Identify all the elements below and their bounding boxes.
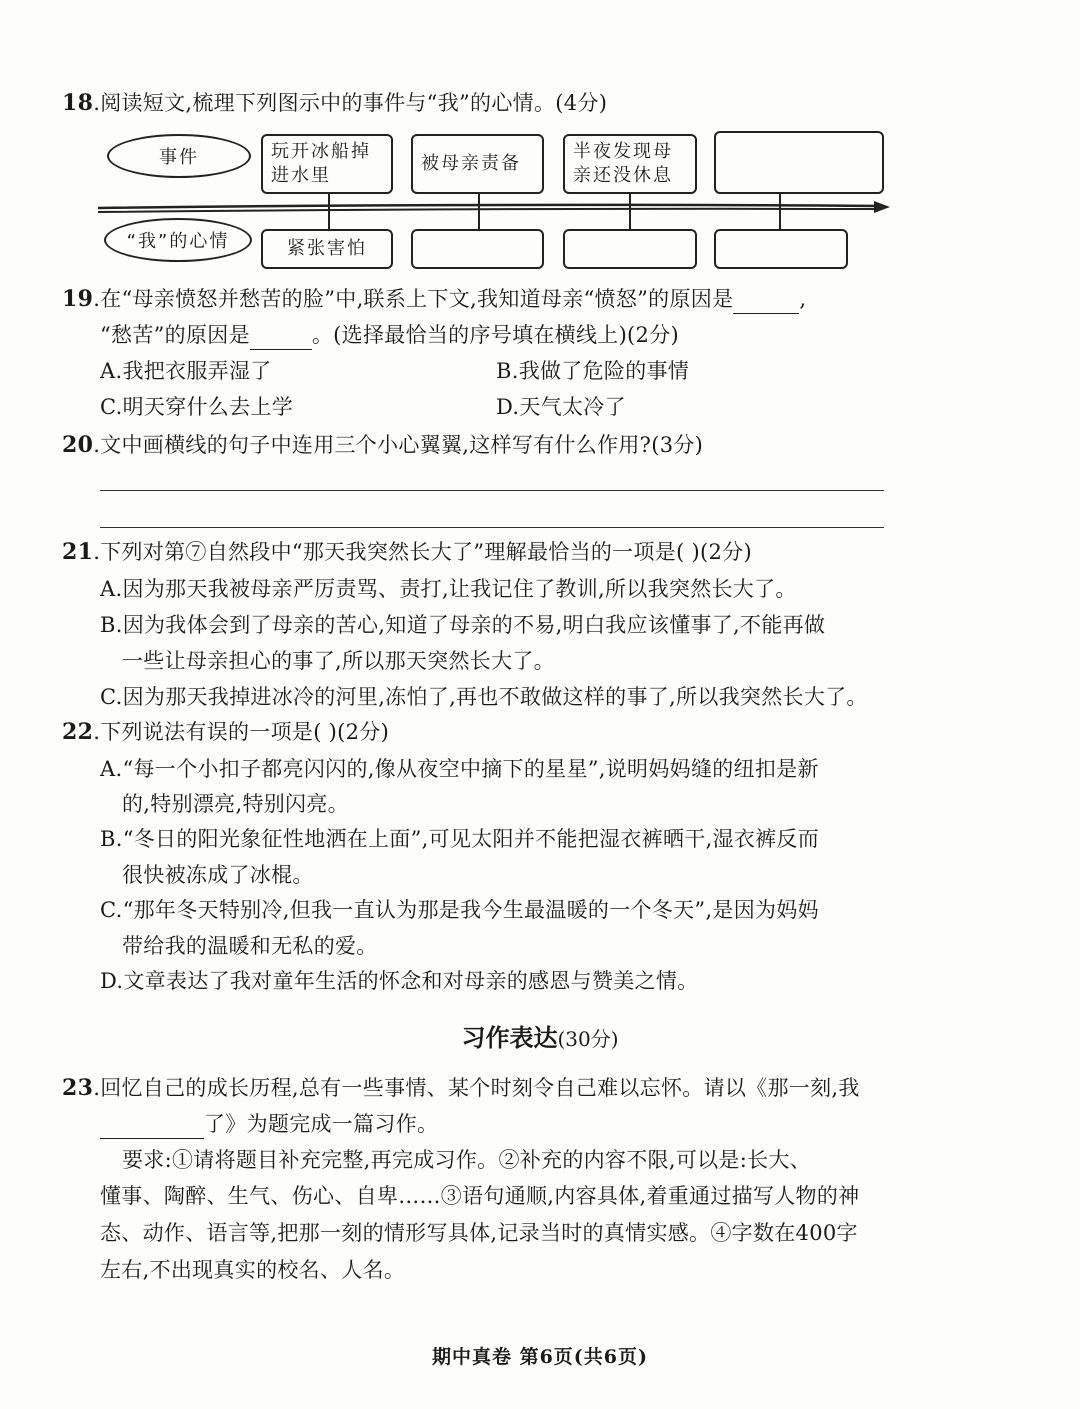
connector-line xyxy=(478,192,480,232)
mood-box-3-blank[interactable] xyxy=(563,229,697,269)
q21-option-b: B.因为我体会到了母亲的苦心,知道了母亲的不易,明白我应该懂事了,不能再做 xyxy=(100,613,826,637)
q23-title-blank[interactable] xyxy=(100,1116,204,1139)
q22-text: .下列说法有误的一项是( )(2分) xyxy=(93,720,390,744)
q21-option-a: A.因为那天我被母亲严厉责骂、责打,让我记住了教训,所以我突然长大了。 xyxy=(100,577,797,601)
connector-line xyxy=(629,192,631,232)
q23-req-3: 态、动作、语言等,把那一刻的情形写具体,记录当时的真情实感。④字数在400字 xyxy=(100,1221,858,1245)
section-title xyxy=(0,1018,1080,1053)
q21-option-c: C.因为那天我掉进冰冷的河里,冻怕了,再也不敢做这样的事了,所以我突然长大了。 xyxy=(100,685,868,709)
question-number: 22 xyxy=(62,719,94,745)
connector-line xyxy=(779,192,781,232)
connector-line xyxy=(328,192,330,232)
question-number: 20 xyxy=(62,432,94,458)
q21-option-b-cont: 一些让母亲担心的事了,所以那天突然长大了。 xyxy=(122,649,555,673)
q20-prompt xyxy=(62,430,703,460)
q22-option-b-cont: 很快被冻成了冰棍。 xyxy=(122,863,314,887)
q21-text: .下列对第⑦自然段中“那天我突然长大了”理解最恰当的一项是( )(2分) xyxy=(93,540,752,564)
q22-option-b: B.“冬日的阳光象征性地洒在上面”,可见太阳并不能把湿衣裤晒干,湿衣裤反而 xyxy=(100,827,820,851)
q19-option-b: B.我做了危险的事情 xyxy=(496,359,690,383)
arrow-head-icon xyxy=(874,201,890,213)
q18-text: .阅读短文,梳理下列图示中的事件与“我”的心情。(4分) xyxy=(93,91,608,115)
q18-prompt xyxy=(62,88,607,118)
event-box-2: 被母亲责备 xyxy=(411,134,544,194)
q23-req-2: 懂事、陶醉、生气、伤心、自卑……③语句通顺,内容具体,着重通过描写人物的神 xyxy=(100,1184,860,1208)
q19-prompt xyxy=(62,284,806,314)
q19-line2-start: “愁苦”的原因是 xyxy=(100,323,250,347)
q23-line2 xyxy=(100,1109,438,1139)
section-points: (30分) xyxy=(557,1027,619,1051)
q20-text: .文中画横线的句子中连用三个小心翼翼,这样写有什么作用?(3分) xyxy=(93,433,704,457)
mood-box-4-blank[interactable] xyxy=(714,229,848,269)
q19-blank-2[interactable] xyxy=(250,327,312,350)
mood-label-ellipse: “我”的心情 xyxy=(104,218,252,262)
q20-answer-line-1[interactable] xyxy=(100,490,884,491)
question-number: 23 xyxy=(62,1075,94,1101)
q22-prompt xyxy=(62,717,389,747)
section-title-text: 习作表达 xyxy=(461,1023,558,1052)
event-box-3: 半夜发现母亲还没休息 xyxy=(563,134,697,194)
q22-option-a: A.“每一个小扣子都亮闪闪的,像从夜空中摘下的星星”,说明妈妈缝的纽扣是新 xyxy=(100,757,819,781)
event-box-1: 玩开冰船掉进水里 xyxy=(261,134,393,194)
q23-req-4: 左右,不出现真实的校名、人名。 xyxy=(100,1258,406,1282)
mood-box-2-blank[interactable] xyxy=(411,229,544,269)
q19-option-a: A.我把衣服弄湿了 xyxy=(100,359,272,383)
q23-line2-text: 了》为题完成一篇习作。 xyxy=(204,1112,439,1136)
q19-comma: , xyxy=(799,287,807,311)
q21-prompt xyxy=(62,537,752,567)
q22-option-c: C.“那年冬天特别冷,但我一直认为那是我今生最温暖的一个冬天”,是因为妈妈 xyxy=(100,898,819,922)
q19-option-c: C.明天穿什么去上学 xyxy=(100,395,293,419)
question-number: 19 xyxy=(62,286,94,312)
q19-blank-1[interactable] xyxy=(733,291,799,314)
event-box-4-blank[interactable] xyxy=(714,131,884,194)
q22-option-c-cont: 带给我的温暖和无私的爱。 xyxy=(122,934,378,958)
q23-text: .回忆自己的成长历程,总有一些事情、某个时刻令自己难以忘怀。请以《那一刻,我 xyxy=(93,1076,860,1100)
question-number: 21 xyxy=(62,539,94,565)
q22-option-a-cont: 的,特别漂亮,特别闪亮。 xyxy=(122,792,349,816)
q23-prompt xyxy=(62,1073,860,1103)
q19-text: .在“母亲愤怒并愁苦的脸”中,联系上下文,我知道母亲“愤怒”的原因是 xyxy=(93,287,734,311)
event-label-ellipse: 事件 xyxy=(107,134,251,178)
question-number: 18 xyxy=(62,90,94,116)
mood-box-1: 紧张害怕 xyxy=(261,229,393,269)
q23-req-1: 要求:①请将题目补充完整,再完成习作。②补充的内容不限,可以是:长大、 xyxy=(122,1148,811,1172)
q20-answer-line-2[interactable] xyxy=(100,527,884,528)
q19-option-d: D.天气太冷了 xyxy=(496,395,626,419)
q19-line2-end: 。(选择最恰当的序号填在横线上)(2分) xyxy=(311,323,680,347)
q19-line2 xyxy=(100,320,679,350)
q22-option-d: D.文章表达了我对童年生活的怀念和对母亲的感恩与赞美之情。 xyxy=(100,969,699,993)
page-footer: 期中真卷 第6页(共6页) xyxy=(431,1346,649,1368)
